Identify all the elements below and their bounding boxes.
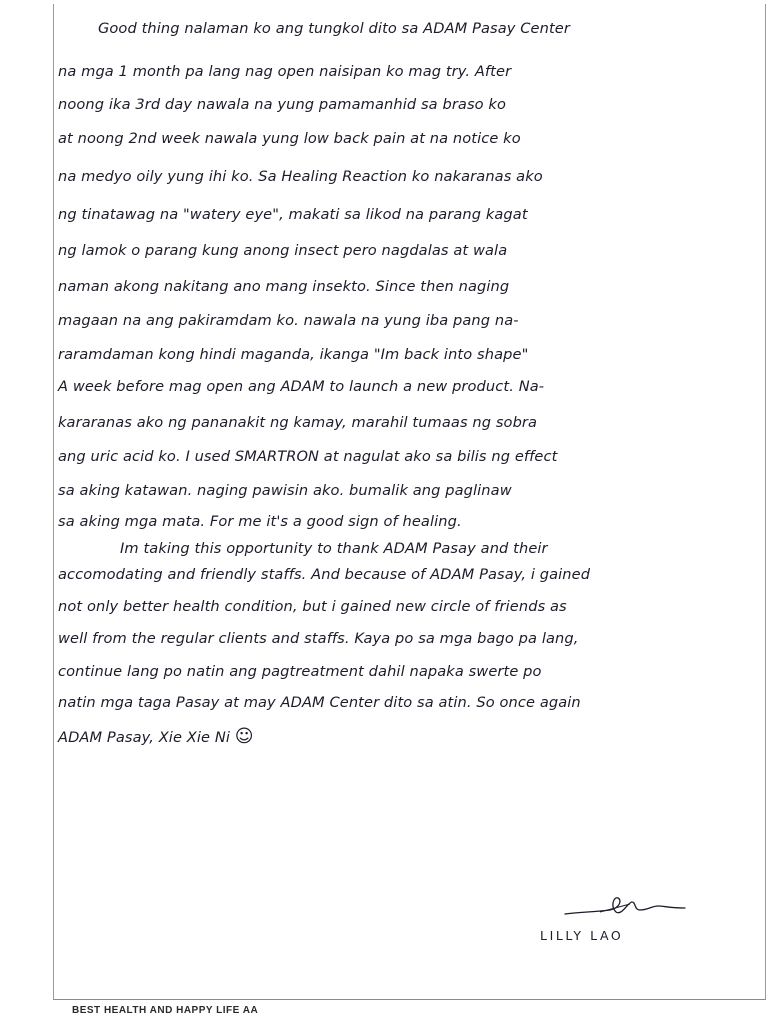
letter-line-11: A week before mag open ang ADAM to launch a new product. Na- xyxy=(58,378,545,395)
letter-line-22 xyxy=(58,726,254,747)
footer-slogan: BEST HEALTH AND HAPPY LIFE AA xyxy=(72,1005,259,1016)
letter-line-15: sa aking mga mata. For me it's a good sign of healing. xyxy=(58,513,462,530)
smiley-icon: ☺ xyxy=(234,726,254,747)
letter-line-9: magaan na ang pakiramdam ko. nawala na yung iba pang na- xyxy=(58,312,519,329)
letter-line-19: well from the regular clients and staffs. Kaya po sa mga bago pa lang, xyxy=(58,630,579,647)
signature-block xyxy=(540,892,700,952)
letter-line-6: ng tinatawag na "watery eye", makati sa likod na parang kagat xyxy=(58,206,528,223)
letter-line-14: sa aking katawan. naging pawisin ako. bumalik ang paglinaw xyxy=(58,482,512,499)
letter-line-12: kararanas ako ng pananakit ng kamay, marahil tumaas ng sobra xyxy=(58,414,538,431)
signature-scribble-icon xyxy=(560,892,690,922)
letter-line-1: Good thing nalaman ko ang tungkol dito sa ADAM Pasay Center xyxy=(98,20,570,37)
letter-line-18: not only better health condition, but i gained new circle of friends as xyxy=(58,598,567,615)
letter-line-2: na mga 1 month pa lang nag open naisipan ko mag try. After xyxy=(58,63,512,80)
letter-line-13: ang uric acid ko. I used SMARTRON at nagulat ako sa bilis ng effect xyxy=(58,448,558,465)
letter-line-21: natin mga taga Pasay at may ADAM Center dito sa atin. So once again xyxy=(58,694,581,711)
letter-line-8: naman akong nakitang ano mang insekto. Since then naging xyxy=(58,278,510,295)
sheet-border xyxy=(53,4,766,1000)
letter-line-7: ng lamok o parang kung anong insect pero nagdalas at wala xyxy=(58,242,508,259)
letter-line-3: noong ika 3rd day nawala na yung pamamanhid sa braso ko xyxy=(58,96,507,113)
letter-line-16: Im taking this opportunity to thank ADAM Pasay and their xyxy=(120,540,548,557)
letter-line-20: continue lang po natin ang pagtreatment dahil napaka swerte po xyxy=(58,663,542,680)
letter-line-17: accomodating and friendly staffs. And because of ADAM Pasay, i gained xyxy=(58,566,591,583)
letter-line-10: raramdaman kong hindi maganda, ikanga "Im back into shape" xyxy=(58,346,529,363)
signature-name: LILLY LAO xyxy=(540,928,624,943)
letter-line-5: na medyo oily yung ihi ko. Sa Healing Reaction ko nakaranas ako xyxy=(58,168,543,185)
closing-text: ADAM Pasay, Xie Xie Ni xyxy=(58,729,231,746)
letter-line-4: at noong 2nd week nawala yung low back pain at na notice ko xyxy=(58,130,521,147)
